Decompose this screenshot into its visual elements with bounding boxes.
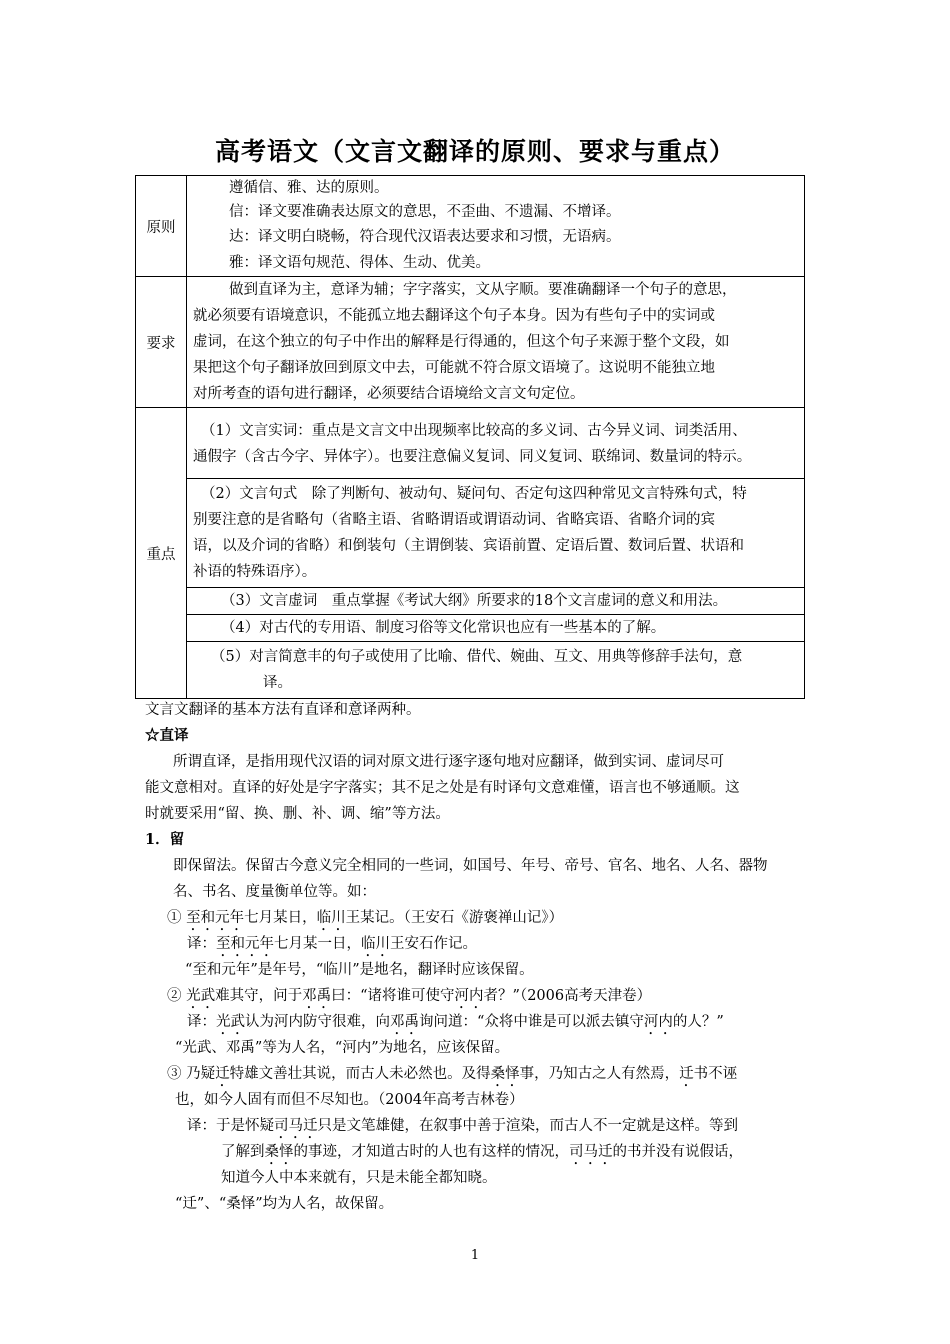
preserved-term: 桑怿: [490, 1066, 520, 1082]
preserved-term: 邓禹: [390, 1014, 419, 1030]
text-line: 信：译文要准确表达原文的意思，不歪曲、不遗漏、不增译。: [229, 204, 621, 220]
preserved-term: 司马迁: [569, 1144, 613, 1160]
text-line: （3）文言虚词 重点掌握《考试大纲》所要求的18个文言虚词的意义和用法。: [221, 593, 728, 609]
text-line: 对所考查的语句进行翻译，必须要结合语境给文言文句定位。: [193, 386, 585, 402]
preserved-term: 邓禹: [302, 988, 332, 1004]
text-segment: 七月某日，: [244, 910, 317, 926]
preserved-term: 光武: [216, 1014, 245, 1030]
text-segment: 译：: [187, 936, 216, 952]
example-number: ③: [167, 1066, 182, 1082]
example-3-line-2: 也，如今人固有而但不尽知也。（2004年高考吉林卷）: [175, 1092, 524, 1108]
text-segment: 者？”（2006高考天津卷）: [483, 988, 652, 1004]
example-number: ①: [167, 910, 182, 926]
example-3-translation: [145, 1113, 810, 1139]
example-2-translation: [145, 1009, 810, 1035]
text-line: （4）对古代的专用语、制度习俗等文化常识也应有一些基本的了解。: [221, 620, 666, 636]
text-line: 果把这个句子翻译放回到原文中去，可能就不符合原文语境了。这说明不能独立地: [193, 360, 715, 376]
preserved-term: 迁: [215, 1066, 230, 1082]
preserved-term: 至和元年: [186, 910, 245, 926]
text-segment: 译：于是怀疑: [187, 1118, 274, 1134]
example-3-translation-2: [145, 1139, 810, 1165]
text-segment: 乃疑: [186, 1066, 216, 1082]
example-2-line: [145, 983, 810, 1009]
page-number: 1: [470, 1248, 480, 1263]
example-1-translation: [145, 931, 810, 957]
text-segment: 询问道：“众将中谁是可以派去镇守: [419, 1014, 644, 1030]
example-2-note: “光武、邓禹”等为人名，“河内”为地名，应该保留。: [175, 1040, 510, 1056]
focus-item-2: [187, 479, 805, 588]
text-segment: 难其守，问于: [215, 988, 303, 1004]
focus-item-4: [187, 615, 805, 642]
text-line: 雅：译文语句规范、得体、生动、优美。: [229, 255, 490, 271]
text-line: （5）对言简意丰的句子或使用了比喻、借代、婉曲、互文、用典等修辞手法句，意: [211, 649, 743, 665]
text-segment: 事，乃知古之人有然焉，: [519, 1066, 680, 1082]
intro-line: 文言文翻译的基本方法有直译和意译两种。: [145, 702, 421, 718]
preserved-term: 迁: [679, 1066, 694, 1082]
preserved-term: 临川: [361, 936, 390, 952]
body-text: [145, 697, 810, 1217]
text-line: 做到直译为主，意译为辅；字字落实，文从字顺。要准确翻译一个句子的意思，: [229, 282, 737, 298]
text-segment: 了解到: [221, 1144, 265, 1160]
heading-direct: ☆直译: [145, 727, 189, 744]
text-segment: 的事迹，才知道古时的人也有这样的情况，: [293, 1144, 569, 1160]
table-row-focus-5: [136, 642, 805, 699]
text-line: 通假字（含古今字、异体字）。也要注意偏义复词、同义复词、联绵词、数量词的特示。: [193, 449, 752, 465]
table-row-focus-3: [136, 588, 805, 615]
preserved-term: 临川: [316, 910, 346, 926]
text-line: 时就要采用“留、换、删、补、调、缩”等方法。: [145, 806, 450, 822]
text-line: 别要注意的是省略句（省略主语、省略谓语或谓语动词、省略宾语、省略介词的宾: [193, 512, 715, 528]
table-row-requirement: [136, 277, 805, 408]
text-segment: 只是文笔雄健，在叙事中善于渲染，而古人不一定就是这样。等到: [317, 1118, 738, 1134]
preserved-term: 至和元年: [216, 936, 274, 952]
text-line: （1）文言实词：重点是文言文中出现频率比较高的多义词、古今异义词、词类活用、: [201, 423, 747, 439]
text-segment: 的人？”: [672, 1014, 724, 1030]
focus-item-5: [187, 642, 805, 699]
text-line: 语，以及介词的省略）和倒装句（主谓倒装、宾语前置、定语后置、数词后置、状语和: [193, 538, 744, 554]
text-line: 即保留法。保留古今意义完全相同的一些词，如国号、年号、帝号、官名、地名、人名、器物: [173, 858, 768, 874]
text-line: 名、书名、度量衡单位等。如：: [173, 884, 376, 900]
text-segment: 认为河内防守很难，向: [245, 1014, 390, 1030]
text-line: 补语的特殊语序）。: [193, 564, 317, 580]
text-segment: 特雄文善壮其说，而古人未必然也。及得: [229, 1066, 491, 1082]
text-segment: 王安石作记。: [390, 936, 477, 952]
row-label-principle: 原则: [136, 176, 187, 277]
table-row-principle: [136, 176, 805, 277]
preserved-term: 河内: [643, 1014, 673, 1030]
preserved-term: 司马迁: [274, 1118, 318, 1134]
text-segment: 曰：“诸将谁可使守: [331, 988, 455, 1004]
example-1-note: “至和元年”是年号，“临川”是地名，翻译时应该保留。: [185, 962, 534, 978]
text-segment: 王某记。（王安石《游褒禅山记》）: [345, 910, 564, 926]
focus-item-3: [187, 588, 805, 615]
row-label-requirement: 要求: [136, 277, 187, 408]
text-line: 译。: [263, 675, 292, 691]
preserved-term: 光武: [186, 988, 216, 1004]
table-row-focus-4: [136, 615, 805, 642]
preserved-term: 桑怿: [264, 1144, 294, 1160]
text-line: （2）文言句式 除了判断句、被动句、疑问句、否定句这四种常见文言特殊句式，特: [201, 486, 747, 502]
example-3-translation-3: 知道今人中本来就有，只是未能全都知晓。: [221, 1170, 497, 1186]
example-3-line: [145, 1061, 810, 1087]
text-segment: 译：: [187, 1014, 216, 1030]
example-3-note: “迁”、“桑怿”均为人名，故保留。: [175, 1196, 394, 1212]
text-segment: 的书并没有说假话，: [612, 1144, 743, 1160]
table-row-focus-1: [136, 408, 805, 479]
example-number: ②: [167, 988, 182, 1004]
preserved-term: 河内: [454, 988, 484, 1004]
requirement-content: [187, 277, 805, 408]
text-segment: 书不诬: [693, 1066, 738, 1082]
text-line: 就必须要有语境意识，不能孤立地去翻译这个句子本身。因为有些句子中的实词或: [193, 308, 715, 324]
row-label-focus: 重点: [136, 408, 187, 699]
text-line: 能文意相对。直译的好处是字字落实；其不足之处是有时译句文意难懂，语言也不够通顺。这: [145, 780, 740, 796]
summary-table: [135, 175, 805, 699]
text-line: 所谓直译，是指用现代汉语的词对原文进行逐字逐句地对应翻译，做到实词、虚词尽可: [173, 754, 724, 770]
principle-content: [187, 176, 805, 277]
example-1-line: [145, 905, 810, 931]
text-line: 虚词，在这个独立的句子中作出的解释是行得通的，但这个句子来源于整个文段，如: [193, 334, 730, 350]
focus-item-1: [187, 408, 805, 479]
text-line: 遵循信、雅、达的原则。: [229, 180, 389, 196]
text-line: 达：译文明白晓畅，符合现代汉语表达要求和习惯，无语病。: [229, 229, 621, 245]
text-segment: 七月某一日，: [274, 936, 361, 952]
table-row-focus-2: [136, 479, 805, 588]
section-heading-1: 1．留: [145, 831, 185, 848]
document-title: 高考语文（文言文翻译的原则、要求与重点）: [214, 137, 735, 166]
